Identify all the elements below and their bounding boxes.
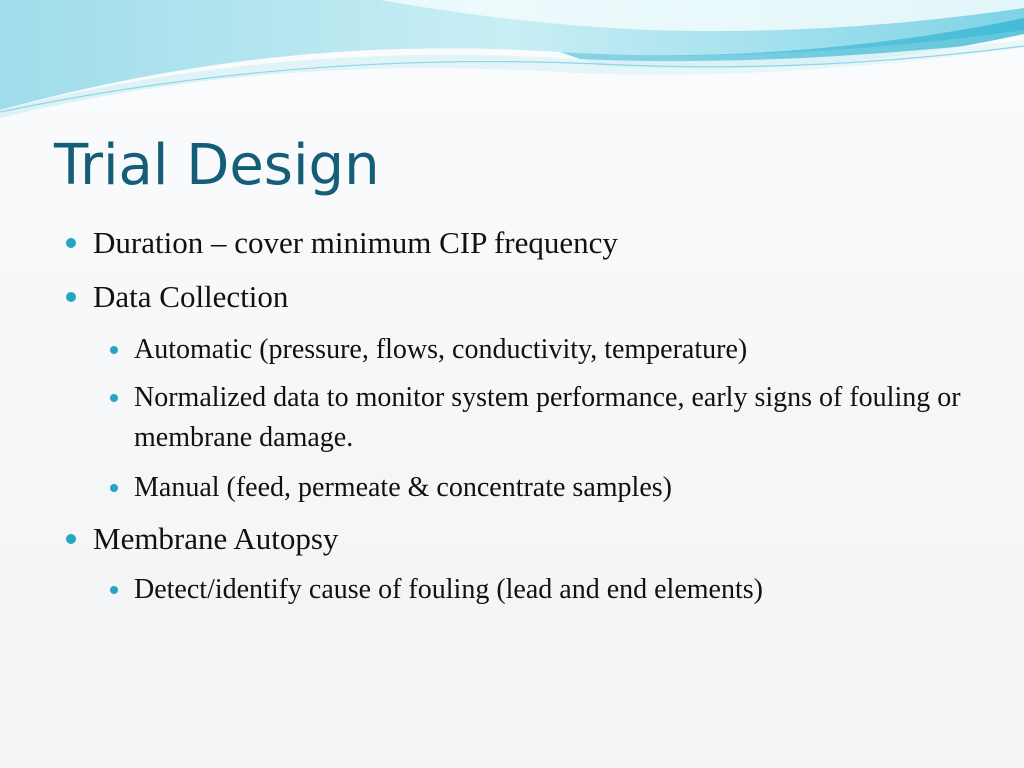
bullet-text: Duration – cover minimum CIP frequency	[93, 225, 618, 260]
bullet-item	[93, 276, 973, 318]
bullet-dot-icon	[110, 586, 118, 594]
bullet-dot-icon	[66, 534, 76, 544]
sub-bullet-item	[134, 570, 964, 610]
bullet-text: Normalized data to monitor system performance, early signs of fouling or membrane damage.	[134, 382, 961, 453]
bullet-text: Data Collection	[93, 279, 289, 314]
bullet-text: Detect/identify cause of fouling (lead and end elements)	[134, 574, 763, 605]
sub-bullet-item	[134, 330, 964, 370]
wave-decoration-icon	[0, 0, 1024, 130]
bullet-dot-icon	[66, 238, 76, 248]
bullet-item	[93, 518, 973, 560]
bullet-dot-icon	[110, 394, 118, 402]
bullet-dot-icon	[110, 346, 118, 354]
bullet-dot-icon	[66, 292, 76, 302]
bullet-text: Manual (feed, permeate & concentrate samples)	[134, 472, 672, 503]
sub-bullet-item	[134, 378, 964, 458]
bullet-text: Membrane Autopsy	[93, 521, 339, 556]
bullet-item	[93, 222, 973, 264]
bullet-dot-icon	[110, 484, 118, 492]
slide-title: Trial Design	[54, 133, 380, 198]
bullet-text: Automatic (pressure, flows, conductivity, temperature)	[134, 334, 748, 365]
sub-bullet-item	[134, 468, 964, 508]
